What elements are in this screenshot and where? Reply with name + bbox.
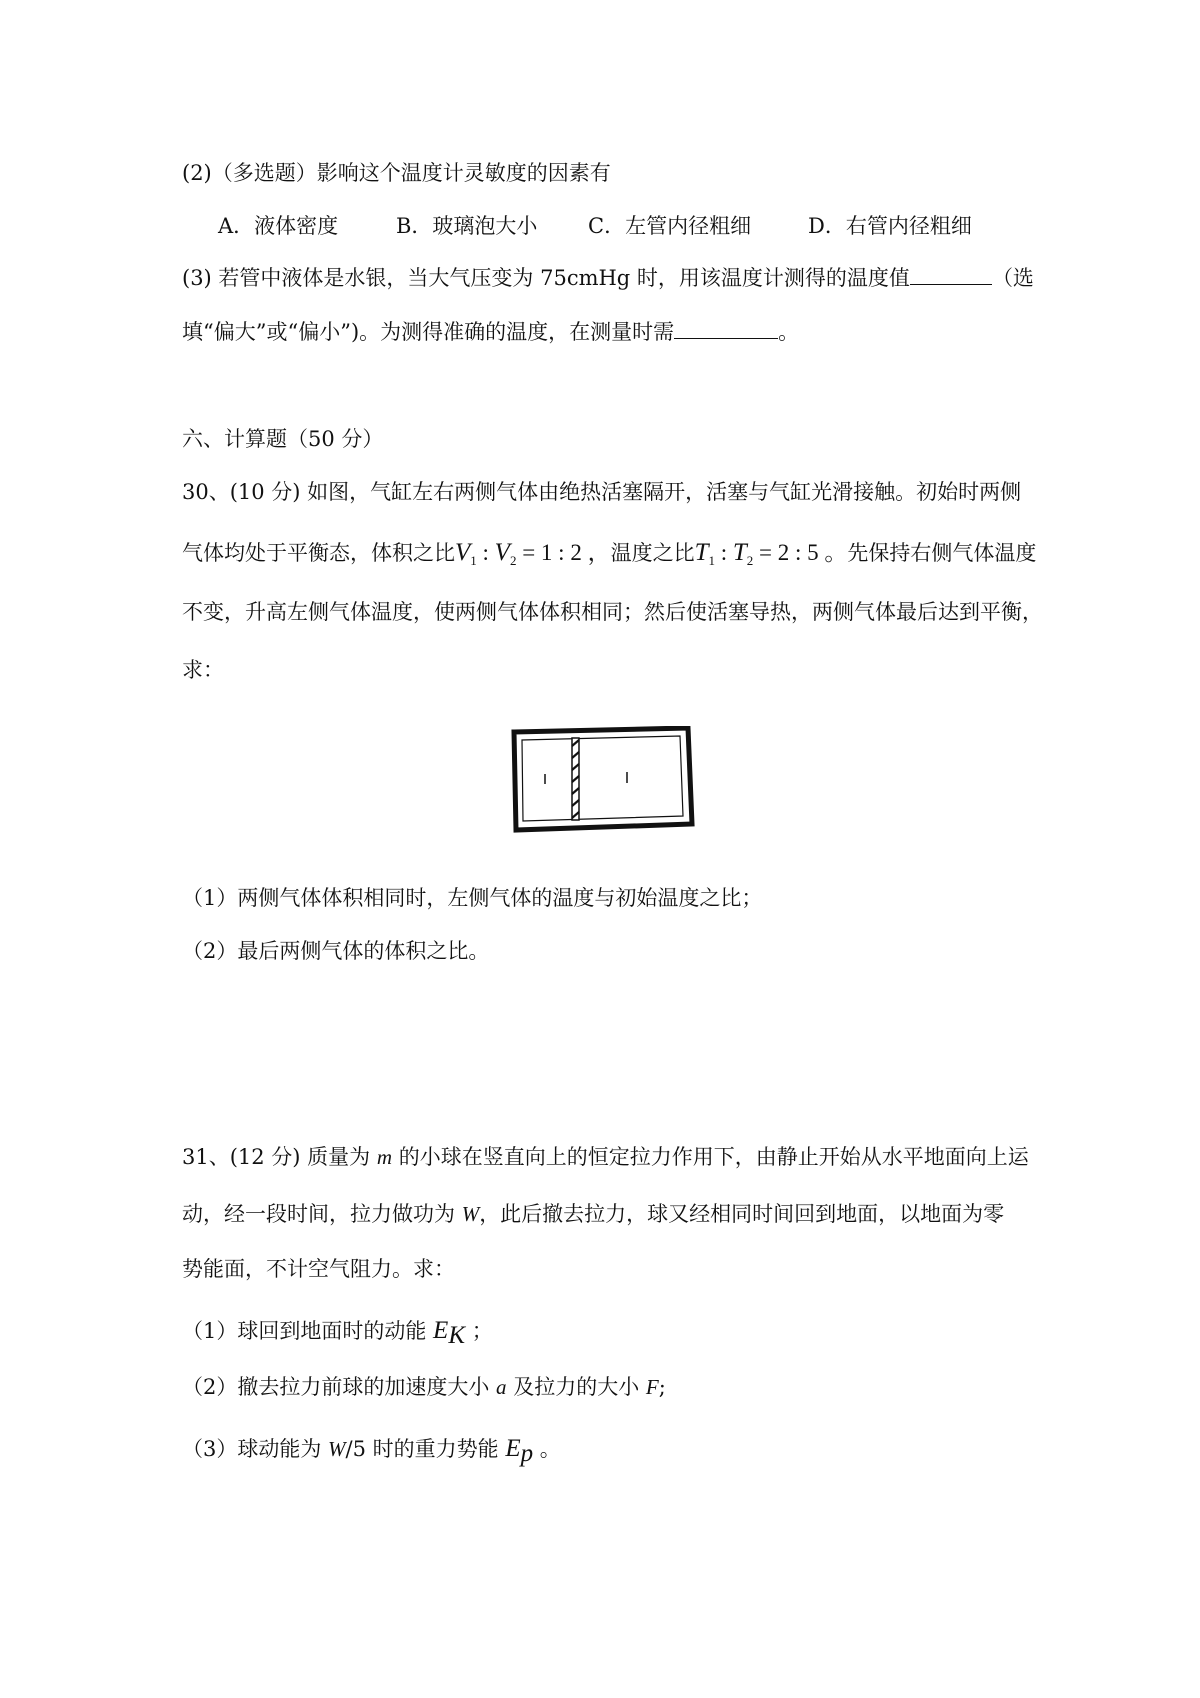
q30-line2-text-b: 温度之比 [610,541,695,565]
work-symbol-2: W [328,1437,346,1461]
answer-blank-2 [674,337,778,339]
q30-line2-text-c: 先保持右侧气体温度 [847,541,1037,565]
q29-part2-prompt: (2)（多选题）影响这个温度计灵敏度的因素有 [182,161,611,185]
q31-sub1: （1）球回到地面时的动能 $E_K$ ； [182,1317,493,1349]
q30-line4: 求： [182,658,224,682]
answer-blank-1 [910,283,992,285]
q30-line1: 30、(10 分) 如图，气缸左右两侧气体由绝热活塞隔开，活塞与气缸光滑接触。初始时两侧 [182,480,1022,504]
volume-ratio-formula: $V_1$ : $V_2 = 1$ : 2 ， [455,539,611,568]
q30-sub1: （1）两侧气体体积相同时，左侧气体的温度与初始温度之比； [182,886,763,910]
acceleration-symbol: a [496,1375,507,1399]
q29-part3-line1 [182,268,1034,289]
kinetic-energy-symbol: $E_K$ [433,1317,466,1349]
q31-sub3: （3）球动能为 W/5 时的重力势能 $E_p$ 。 [182,1435,561,1467]
q31-line3: 势能面，不计空气阻力。求： [182,1257,455,1281]
q30-line2-text-a: 气体均处于平衡态，体积之比 [182,541,455,565]
q30-sub2: （2）最后两侧气体的体积之比。 [182,939,490,963]
q29-option-c: C．左管内径粗细 [588,214,752,238]
temperature-ratio-formula: $T_1$ : $T_2 = 2$ : 5 。 [694,539,848,568]
cylinder-svg [510,726,700,836]
potential-energy-symbol: $E_p$ [505,1435,534,1467]
mass-symbol: m [376,1145,393,1169]
q29-part3-line2 [182,322,799,343]
cylinder-wall [514,728,692,830]
q29-part3-text-b: （选 [991,266,1034,290]
q30-line2 [182,539,1037,568]
q29-part3-text-c: 填“偏大”或“偏小”)。为测得准确的温度，在测量时需 [182,320,675,344]
q29-part3-text-d: 。 [778,320,800,344]
work-symbol: W [461,1202,480,1226]
q29-option-d: D．右管内径粗细 [808,214,972,238]
force-symbol: F [645,1375,659,1399]
q31-line2: 动，经一段时间，拉力做功为 W，此后撤去拉力，球又经相同时间回到地面，以地面为零 [182,1202,1005,1226]
q29-part3-text-a: (3) 若管中液体是水银，当大气压变为 75cmHg 时，用该温度计测得的温度值 [182,266,910,290]
q31-sub2: （2）撤去拉力前球的加速度大小 a 及拉力的大小 F; [182,1375,666,1399]
cylinder-inner-wall [522,736,683,821]
q29-option-b: B．玻璃泡大小 [396,214,538,238]
section-heading: 六、计算题（50 分） [182,427,384,451]
q30-line3: 不变，升高左侧气体温度，使两侧气体体积相同；然后使活塞导热，两侧气体最后达到平衡， [182,600,1043,624]
cylinder-diagram [510,726,700,841]
q31-line1: 31、(12 分) 质量为 m 的小球在竖直向上的恒定拉力作用下，由静止开始从水平地面向上运 [182,1145,1029,1169]
q29-option-a: A．液体密度 [218,214,339,238]
